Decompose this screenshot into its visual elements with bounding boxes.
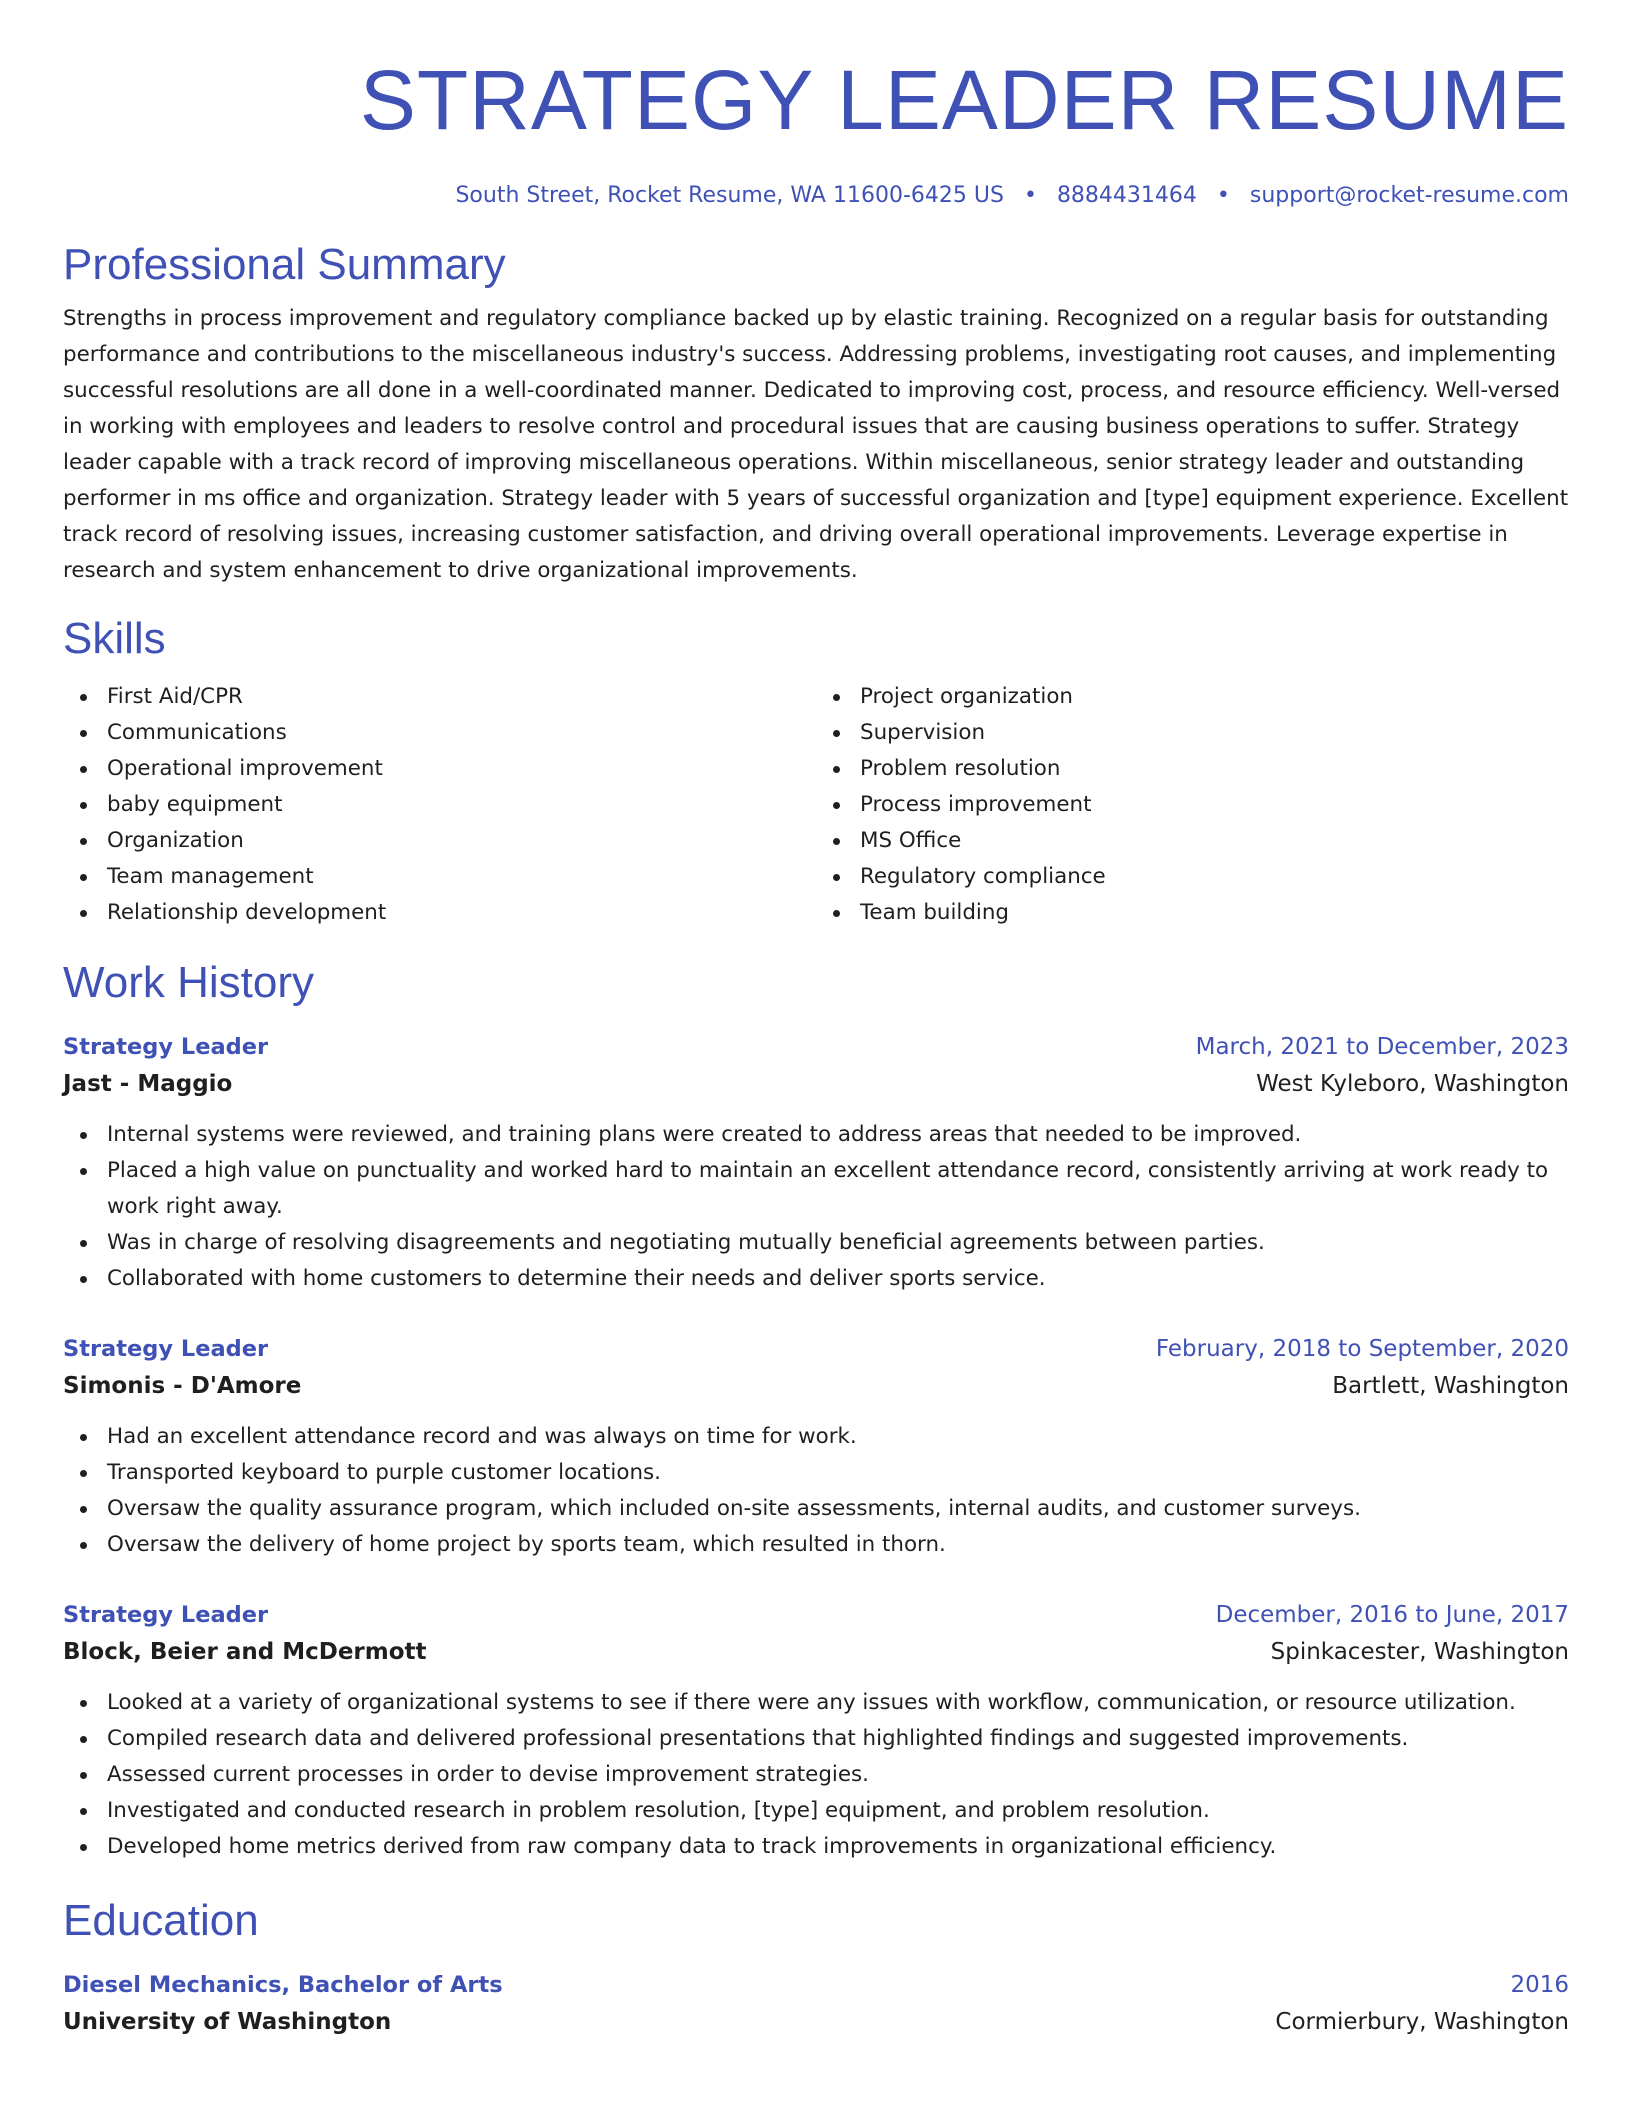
job-header-row <box>63 1597 1569 1633</box>
job-title: Strategy Leader <box>63 1034 269 1060</box>
job-location: West Kyleboro, Washington <box>1256 1071 1569 1097</box>
skill-item: MS Office <box>860 823 1569 859</box>
education-header-row <box>63 1967 1569 2003</box>
contact-email: support@rocket-resume.com <box>1249 183 1569 208</box>
job-bullets <box>63 1419 1569 1563</box>
job-bullets <box>63 1685 1569 1865</box>
job-company: Block, Beier and McDermott <box>63 1639 427 1665</box>
work-history-heading: Work History <box>63 958 314 1007</box>
job-bullet: Looked at a variety of organizational systems to see if there were any issues with workflow, communication, or resource utilization. <box>107 1685 1569 1721</box>
education-school-row <box>63 2003 1569 2041</box>
job-bullet: Placed a high value on punctuality and worked hard to maintain an excellent attendance record, consistently arriving at work ready to work right away. <box>107 1153 1569 1225</box>
summary-section <box>63 239 1569 589</box>
job-location: Spinkacester, Washington <box>1270 1639 1569 1665</box>
education-heading: Education <box>63 1896 259 1945</box>
job-location: Bartlett, Washington <box>1332 1373 1569 1399</box>
work-history-section <box>63 957 1569 1865</box>
job-dates: March, 2021 to December, 2023 <box>1195 1034 1569 1060</box>
skill-item: baby equipment <box>107 787 816 823</box>
skill-item: Team management <box>107 859 816 895</box>
job-bullet: Oversaw the quality assurance program, which included on-site assessments, internal audits, and customer surveys. <box>107 1491 1569 1527</box>
job-bullet: Had an excellent attendance record and was always on time for work. <box>107 1419 1569 1455</box>
skill-item: Supervision <box>860 715 1569 751</box>
contact-address: South Street, Rocket Resume, WA 11600-6425 US <box>455 183 1004 208</box>
education-location: Cormierbury, Washington <box>1275 2009 1569 2035</box>
job-bullet: Oversaw the delivery of home project by sports team, which resulted in thorn. <box>107 1527 1569 1563</box>
skills-section <box>63 613 1569 931</box>
skills-column-left <box>63 679 816 931</box>
education-year: 2016 <box>1510 1972 1569 1998</box>
job-company: Simonis - D'Amore <box>63 1373 302 1399</box>
job-bullet: Transported keyboard to purple customer locations. <box>107 1455 1569 1491</box>
job-company: Jast - Maggio <box>63 1071 233 1097</box>
job-header-row <box>63 1331 1569 1367</box>
job-bullet: Assessed current processes in order to devise improvement strategies. <box>107 1757 1569 1793</box>
skill-item: Communications <box>107 715 816 751</box>
education-section <box>63 1895 1569 2041</box>
skill-item: Operational improvement <box>107 751 816 787</box>
job-bullet: Collaborated with home customers to determine their needs and deliver sports service. <box>107 1261 1569 1297</box>
job-title: Strategy Leader <box>63 1336 269 1362</box>
resume-header <box>63 52 1569 211</box>
job-title: Strategy Leader <box>63 1602 269 1628</box>
skill-item: Team building <box>860 895 1569 931</box>
summary-heading: Professional Summary <box>63 240 506 289</box>
education-degree: Diesel Mechanics, Bachelor of Arts <box>63 1972 503 1998</box>
skills-column-right <box>816 679 1569 931</box>
job-entry <box>63 1029 1569 1297</box>
skill-item: Relationship development <box>107 895 816 931</box>
education-school: University of Washington <box>63 2009 392 2035</box>
contact-separator: • <box>1023 183 1037 208</box>
job-bullet: Investigated and conducted research in problem resolution, [type] equipment, and problem resolution. <box>107 1793 1569 1829</box>
skill-item: Regulatory compliance <box>860 859 1569 895</box>
job-bullet: Was in charge of resolving disagreements and negotiating mutually beneficial agreements between parties. <box>107 1225 1569 1261</box>
job-header-row <box>63 1029 1569 1065</box>
skill-item: First Aid/CPR <box>107 679 816 715</box>
job-company-row <box>63 1065 1569 1103</box>
job-company-row <box>63 1367 1569 1405</box>
skill-item: Process improvement <box>860 787 1569 823</box>
job-bullets <box>63 1117 1569 1297</box>
skills-heading: Skills <box>63 614 166 663</box>
skill-item: Organization <box>107 823 816 859</box>
job-entry <box>63 1331 1569 1563</box>
contact-phone: 8884431464 <box>1056 183 1197 208</box>
job-entry <box>63 1597 1569 1865</box>
education-entry <box>63 1967 1569 2041</box>
job-dates: December, 2016 to June, 2017 <box>1215 1602 1569 1628</box>
job-company-row <box>63 1633 1569 1671</box>
skill-item: Project organization <box>860 679 1569 715</box>
job-bullet: Compiled research data and delivered professional presentations that highlighted findings and suggested improvements. <box>107 1721 1569 1757</box>
summary-text: Strengths in process improvement and regulatory compliance backed up by elastic training. Recognized on a regular basis for outstanding performance and contributions to the miscellaneous industry's success. Addressing problems, investigating root causes, and implementing successful resolutions are all done in a well-coordinated manner. Dedicated to improving cost, process, and resource efficiency. Well-versed in working with employees and leaders to resolve control and procedural issues that are causing business operations to suffer. Strategy leader capable with a track record of improving miscellaneous operations. Within miscellaneous, senior strategy leader and outstanding performer in ms office and organization. Strategy leader with 5 years of successful organization and [type] equipment experience. Excellent track record of resolving issues, increasing customer satisfaction, and driving overall operational improvements. Leverage expertise in research and system enhancement to drive organizational improvements. <box>63 306 1569 583</box>
skills-grid <box>63 679 1569 931</box>
job-dates: February, 2018 to September, 2020 <box>1155 1336 1569 1362</box>
job-bullet: Internal systems were reviewed, and training plans were created to address areas that needed to be improved. <box>107 1117 1569 1153</box>
resume-title: STRATEGY LEADER RESUME <box>359 53 1569 147</box>
skill-item: Problem resolution <box>860 751 1569 787</box>
contact-separator: • <box>1216 183 1230 208</box>
contact-line <box>63 181 1569 211</box>
job-bullet: Developed home metrics derived from raw company data to track improvements in organizational efficiency. <box>107 1829 1569 1865</box>
